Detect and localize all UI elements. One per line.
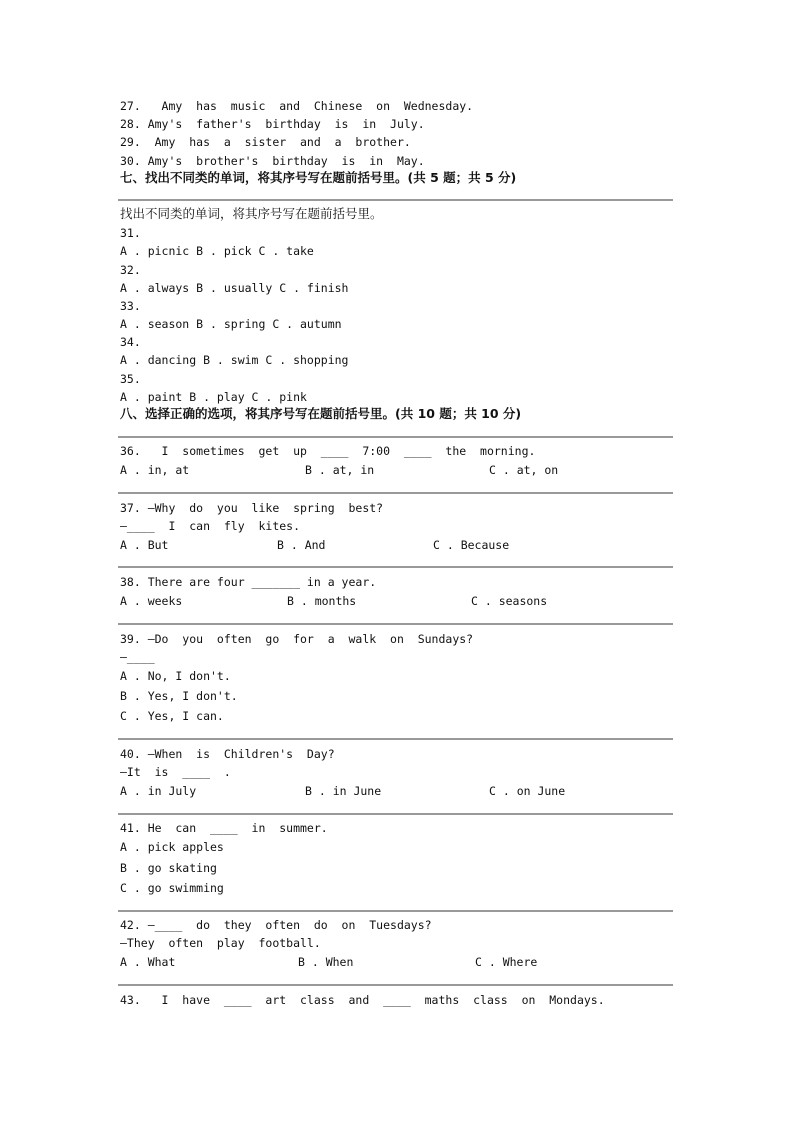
- question-37-option-c: C . Because: [433, 538, 510, 552]
- question-36-option-c: C . at, on: [489, 463, 559, 477]
- question-37: 37. —Why do you like spring best?: [120, 501, 384, 515]
- question-42-line-2: —They often play football.: [120, 936, 321, 950]
- divider: [118, 436, 673, 438]
- question-37-line-2: —____ I can fly kites.: [120, 519, 301, 533]
- question-33: 33.: [120, 299, 141, 313]
- question-40-option-a: A . in July: [120, 784, 197, 798]
- question-42-option-c: C . Where: [475, 955, 538, 969]
- question-37-option-a: A . But: [120, 538, 169, 552]
- divider: [118, 492, 673, 494]
- section-7-instruction: 找出不同类的单词，将其序号写在题前括号里。: [120, 206, 383, 221]
- question-41-option-c: C . go swimming: [120, 881, 224, 895]
- question-29: 29. Amy has a sister and a brother.: [120, 135, 411, 149]
- question-39-option-c: C . Yes, I can.: [120, 709, 224, 723]
- question-42-option-b: B . When: [298, 955, 354, 969]
- question-38: 38. There are four _______ in a year.: [120, 575, 377, 589]
- divider: [118, 623, 673, 625]
- question-38-option-a: A . weeks: [120, 594, 183, 608]
- question-33-options: A . season B . spring C . autumn: [120, 317, 342, 331]
- question-42: 42. —____ do they often do on Tuesdays?: [120, 918, 432, 932]
- question-35: 35.: [120, 372, 141, 386]
- question-31-options: A . picnic B . pick C . take: [120, 244, 314, 258]
- question-38-option-b: B . months: [287, 594, 357, 608]
- divider: [118, 910, 673, 912]
- question-39-option-b: B . Yes, I don't.: [120, 689, 238, 703]
- question-35-options: A . paint B . play C . pink: [120, 390, 307, 404]
- divider: [118, 984, 673, 986]
- question-34: 34.: [120, 335, 141, 349]
- section-7-heading: 七、找出不同类的单词，将其序号写在题前括号里。(共 5 题；共 5 分): [120, 170, 517, 185]
- question-40-option-c: C . on June: [489, 784, 566, 798]
- question-39: 39. —Do you often go for a walk on Sundays?: [120, 632, 474, 646]
- question-27: 27. Amy has music and Chinese on Wednesday.: [120, 99, 474, 113]
- question-39-line-2: —____: [120, 650, 155, 664]
- divider: [118, 738, 673, 740]
- question-42-option-a: A . What: [120, 955, 176, 969]
- question-40-option-b: B . in June: [305, 784, 382, 798]
- divider: [118, 566, 673, 568]
- question-39-option-a: A . No, I don't.: [120, 669, 231, 683]
- question-40: 40. —When is Children's Day?: [120, 747, 335, 761]
- question-30: 30. Amy's brother's birthday is in May.: [120, 154, 425, 168]
- question-41-option-a: A . pick apples: [120, 840, 224, 854]
- question-36-option-a: A . in, at: [120, 463, 190, 477]
- divider: [118, 199, 673, 201]
- question-34-options: A . dancing B . swim C . shopping: [120, 353, 349, 367]
- question-31: 31.: [120, 226, 141, 240]
- question-43: 43. I have ____ art class and ____ maths class on Mondays.: [120, 993, 605, 1007]
- question-38-option-c: C . seasons: [471, 594, 548, 608]
- question-28: 28. Amy's father's birthday is in July.: [120, 117, 425, 131]
- question-41-option-b: B . go skating: [120, 861, 217, 875]
- divider: [118, 813, 673, 815]
- question-37-option-b: B . And: [277, 538, 326, 552]
- question-32: 32.: [120, 263, 141, 277]
- question-36-option-b: B . at, in: [305, 463, 375, 477]
- question-41: 41. He can ____ in summer.: [120, 821, 328, 835]
- question-32-options: A . always B . usually C . finish: [120, 281, 349, 295]
- question-40-line-2: —It is ____ .: [120, 765, 231, 779]
- section-8-heading: 八、选择正确的选项，将其序号写在题前括号里。(共 10 题；共 10 分): [120, 406, 522, 421]
- question-36: 36. I sometimes get up ____ 7:00 ____ the morning.: [120, 444, 536, 458]
